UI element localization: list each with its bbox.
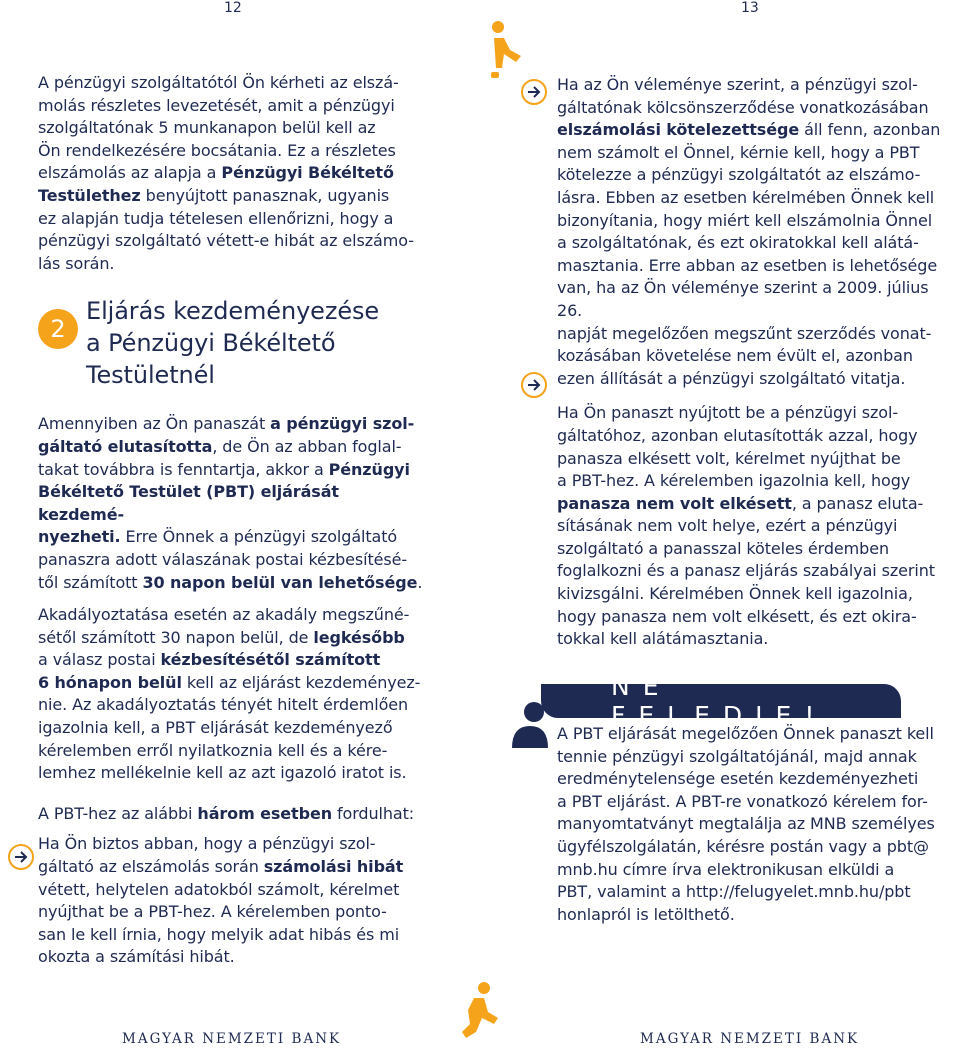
text-line: Akadályoztatása esetén az akadály megszűné- <box>38 605 410 625</box>
text-line: kozásában követelése nem évült el, azonban <box>557 346 913 366</box>
text-line: Ha az Ön véleménye szerint, a pénzügyi szol- <box>557 75 918 94</box>
arrow-right-circle-icon <box>521 79 547 105</box>
left-column <box>38 72 428 969</box>
text-line: igazolnia kell, a PBT eljárását kezdeményező <box>38 718 393 738</box>
text-line: kérelemben erről nyilatkoznia kell és a kére- <box>38 740 388 760</box>
figure-icon <box>454 980 498 1040</box>
text-line: ezen állítását a pénzügyi szolgáltató vitatja. <box>557 368 906 388</box>
footer-right: MAGYAR NEMZETI BANK <box>640 1031 860 1047</box>
person-silhouette-icon <box>508 700 552 748</box>
reminder-banner: NE FELEDJE! <box>541 684 901 718</box>
text-line: kivizsgálni. Kérelmében Önnek kell igazolnia, <box>557 584 913 604</box>
case-2-text <box>557 74 949 390</box>
section-title: Eljárás kezdeményezése a Pénzügyi Békéltető Testületnél <box>86 297 380 390</box>
text-line: foglalkozni és a panasz eljárás szabályai szerint <box>557 561 935 581</box>
text-line: 6 hónapon belül kell az eljárást kezdeményez- <box>38 672 421 692</box>
text-line: hogy panasza nem volt elkésett, és ezt okira- <box>557 606 917 626</box>
text-line: a PBT-hez. A kérelemben igazolnia kell, hogy <box>557 471 911 491</box>
case-3-text <box>557 402 949 651</box>
text-line: a PBT eljárást. A PBT-re vonatkozó kérelem for- <box>557 791 928 811</box>
text-line: A pénzügyi szolgáltatótól Ön kérheti az elszá- <box>38 73 399 92</box>
step-number-badge: 2 <box>38 309 78 349</box>
text-line: lás során. <box>38 253 115 273</box>
text-line: Ha Ön biztos abban, hogy a pénzügyi szol- <box>38 834 376 854</box>
text-line: panasza nem volt elkésett, a panasz eluta- <box>557 493 924 513</box>
text-line: nem számolt el Önnel, kérnie kell, hogy a PBT <box>557 142 920 162</box>
text-line: lásra. Ebben az esetben kérelmében Önnek kell <box>557 187 935 207</box>
text-line: szolgáltató a panasszal köteles érdemben <box>557 538 889 558</box>
text-line: manyomtatványt megtalálja az MNB személyes <box>557 814 935 834</box>
procedure-paragraph <box>38 413 428 594</box>
text-line: pénzügyi szolgáltató vétett-e hibát az elszámo- <box>38 231 414 251</box>
text-line: sétől számított 30 napon belül, de legkésőbb <box>38 627 405 647</box>
reminder-note <box>557 723 952 926</box>
section-heading <box>38 295 428 399</box>
text-line: napját megelőzően megszűnt szerződés vonat- <box>557 323 932 343</box>
text-line: ez alapján tudja tételesen ellenőrizni, hogy a <box>38 208 394 228</box>
text-line: gáltatónak kölcsönszerződése vonatkozásában <box>557 97 929 117</box>
text-line: molás részletes levezetését, amit a pénzügyi <box>38 95 395 115</box>
text-line: tennie pénzügyi szolgáltatójánál, majd annak <box>557 746 917 766</box>
text-line: elszámolási kötelezettsége áll fenn, azonban <box>557 120 941 140</box>
text-line: san le kell írnia, hogy melyik adat hibás és mi <box>38 924 400 944</box>
text-line: lemhez mellékelnie kell az azt igazoló iratot is. <box>38 763 407 783</box>
text-line: takat továbbra is fenntartja, akkor a Pénzügyi <box>38 459 410 479</box>
text-line: szolgáltatónak 5 munkanapon belül kell az <box>38 118 376 138</box>
text-line: Ha Ön panaszt nyújtott be a pénzügyi szol- <box>557 403 898 423</box>
text-line: A PBT eljárását megelőzően Önnek panaszt kell <box>557 724 934 743</box>
text-line: Amennyiben az Ön panaszát a pénzügyi szol- <box>38 414 415 434</box>
text-line: ügyfélszolgálatán, kérésre postán vagy a pbt@ <box>557 836 929 856</box>
text-line: gáltató elutasította, de Ön az abban foglal- <box>38 436 402 456</box>
text-line: eredménytelensége esetén kezdeményezheti <box>557 769 919 789</box>
text-line: Testülethez benyújtott panasznak, ugyanis <box>38 185 390 205</box>
text-line: okozta a számítási hibát. <box>38 947 235 967</box>
text-line: Békéltető Testület (PBT) eljárását kezdemé- <box>38 482 339 524</box>
right-column <box>557 74 949 651</box>
text-line: a válasz postai kézbesítésétől számított <box>38 650 381 670</box>
case-1-text <box>38 833 428 969</box>
text-line: PBT, valamint a http://felugyelet.mnb.hu/pbt <box>557 882 911 902</box>
intro-paragraph <box>38 72 428 275</box>
page-number-right: 13 <box>741 0 759 16</box>
text-line: Ön rendelkezésére bocsátania. Ez a részletes <box>38 140 396 160</box>
text-line: elszámolás az alapja a Pénzügyi Békéltető <box>38 163 394 183</box>
text-line: kötelezze a pénzügyi szolgáltatót az elszámo- <box>557 165 921 185</box>
text-line: van, ha az Ön véleménye szerint a 2009. július 26. <box>557 278 929 320</box>
text-line: nie. Az akadályoztatás tényét hitelt érdemlően <box>38 695 409 715</box>
figure-icon <box>488 20 522 80</box>
text-line: masztania. Erre abban az esetben is lehetősége <box>557 255 938 275</box>
arrow-right-circle-icon <box>521 372 547 398</box>
text-line: panasza elkésett volt, kérelmet nyújthat be <box>557 448 901 468</box>
arrow-right-circle-icon <box>8 844 34 870</box>
text-line: A PBT-hez az alábbi három esetben fordulhat: <box>38 803 415 823</box>
text-line: sításának nem volt helye, ezért a pénzügyi <box>557 516 898 536</box>
text-line: panaszra adott válaszának postai kézbesítésé- <box>38 549 408 569</box>
text-line: a szolgáltatónak, és ezt okiratokkal kell alátá- <box>557 233 919 253</box>
text-line: honlapról is letölthető. <box>557 904 735 924</box>
page-number-left: 12 <box>224 0 242 16</box>
text-line: bizonyítania, hogy miért kell elszámolnia Önnel <box>557 210 933 230</box>
cases-intro <box>38 803 428 826</box>
text-line: mnb.hu címre írva elektronikusan elküldi a <box>557 859 895 879</box>
text-line: tokkal kell alátámasztania. <box>557 629 769 649</box>
text-line: nyújthat be a PBT-hez. A kérelemben ponto- <box>38 902 387 922</box>
footer-left: MAGYAR NEMZETI BANK <box>122 1031 342 1047</box>
text-line: től számított 30 napon belül van lehetősége. <box>38 572 423 592</box>
text-line: gáltatóhoz, azonban elutasították azzal, hogy <box>557 425 918 445</box>
text-line: nyezheti. Erre Önnek a pénzügyi szolgáltató <box>38 527 398 547</box>
text-line: vétett, helytelen adatokból számolt, kérelmet <box>38 879 400 899</box>
obstacle-paragraph <box>38 604 428 785</box>
text-line: gáltató az elszámolás során számolási hibát <box>38 857 404 877</box>
